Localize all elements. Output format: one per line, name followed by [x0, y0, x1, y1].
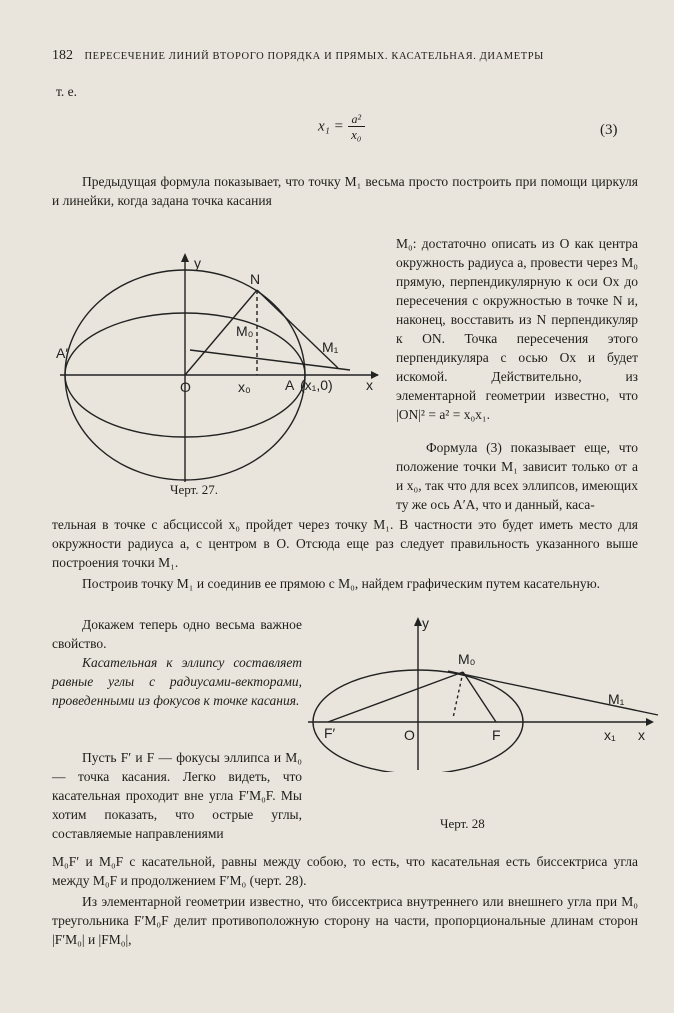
paragraph-4: Докажем теперь одно весьма важное свойство. [52, 617, 302, 651]
paragraph-5-wrap: Пусть F′ и F — фокусы эллипса и M₀ — точка касания. Легко видеть, что касательная проходит вне угла F′M₀F. Мы хотим показать, что острые углы, составляемые направлениями [52, 750, 302, 841]
running-header [52, 48, 544, 64]
paragraph-3: Построив точку M₁ и соединив ее прямою с M₀, найдем графическим путем касательную. [82, 576, 601, 591]
fig27-label-M0: M₀ [236, 323, 254, 339]
figure-27-caption: Черт. 27. [170, 482, 219, 497]
fig28-label-Fprime: F′ [324, 725, 336, 741]
figure-27 [50, 250, 382, 490]
formula-fraction [348, 112, 366, 142]
fig28-bisector [453, 672, 463, 718]
fig28-label-y: y [422, 615, 429, 631]
paragraph-6: Из элементарной геометрии известно, что биссектриса внутреннего или внешнего угла при M₀ треугольника F′M₀F делит противоположную сторону на части, пропорциональные длинам сторон |F′M₀| и |FM₀|, [52, 894, 638, 947]
fig27-label-x1: (x₁,0) [300, 377, 333, 393]
fig27-label-y: y [194, 255, 201, 271]
formula-3 [318, 112, 365, 142]
figure-28 [308, 612, 674, 772]
fig28-line-FprimeM0 [328, 672, 463, 722]
fig28-label-F: F [492, 727, 501, 743]
fig27-label-O: O [180, 379, 191, 395]
paragraph-2-wrap: Формула (3) показывает еще, что положение точки M₁ зависит только от a и x₀, так что для всех эллипсов, имеющих ту же ось A′A, что и данный, каса- [396, 440, 638, 512]
fig27-y-arrow [181, 253, 189, 262]
fig28-tangent [448, 671, 658, 715]
theorem-statement: Касательная к эллипсу составляет равные углы с радиусами-векторами, проведенными из фокусов к точке касания. [52, 655, 302, 708]
paragraph-5-full: M₀F′ и M₀F с касательной, равны между собою, то есть, что касательная есть биссектриса угла между M₀F и продолжением F′M₀ (черт. 28). [52, 854, 638, 888]
fig27-label-x: x [366, 377, 373, 393]
paragraph-2-full: тельная в точке с абсциссой x₀ пройдет через точку M₁. В частности это будет иметь место для окружности радиуса a, с центром в O. Отсюда еще раз следует правильность указанного выше построения точки M₁. [52, 517, 638, 570]
formula-numerator: a² [348, 112, 366, 127]
paragraph-1-full: Предыдущая формула показывает, что точку M₁ весьма просто построить при помощи циркуля и линейки, когда задана точка касания [52, 174, 638, 208]
intro-text: т. е. [56, 84, 78, 99]
fig28-x-arrow [646, 718, 654, 726]
formula-denominator: x₀ [351, 127, 362, 142]
fig28-label-x: x [638, 727, 645, 743]
fig28-label-O: O [404, 727, 415, 743]
formula-number: (3) [600, 122, 618, 138]
fig27-perpendicular [257, 290, 338, 368]
fig28-label-M0: M₀ [458, 651, 476, 667]
page-number: 182 [52, 48, 73, 63]
fig28-y-arrow [414, 617, 422, 626]
figure-28-caption: Черт. 28 [440, 816, 485, 831]
fig27-label-M1: M₁ [322, 339, 339, 355]
fig28-label-M1: M₁ [608, 691, 625, 707]
fig27-label-Aprime: A′ [56, 345, 68, 361]
running-title: ПЕРЕСЕЧЕНИЕ ЛИНИЙ ВТОРОГО ПОРЯДКА И ПРЯМЫХ. КАСАТЕЛЬНАЯ. ДИАМЕТРЫ [84, 51, 544, 62]
fig27-label-x0: x₀ [238, 379, 251, 395]
fig27-label-N: N [250, 271, 261, 287]
formula-lhs: x₁ = [318, 118, 344, 135]
paragraph-1-wrap: M₀: достаточно описать из O как центра окружность радиуса a, провести через M₀ прямую, перпендикулярную к оси Ox до пересечения с окружностью в точке N и, наконец, восставить из N перпендикуляр к ON. Точка пересечения этого перпендикуляра с осью Ox и будет искомой. Действительно, из элементарной геометрии известно, что |ON|² = a² = x₀x₁. [396, 236, 638, 422]
fig28-label-x1: x₁ [604, 727, 616, 743]
fig27-label-A: A [285, 377, 295, 393]
